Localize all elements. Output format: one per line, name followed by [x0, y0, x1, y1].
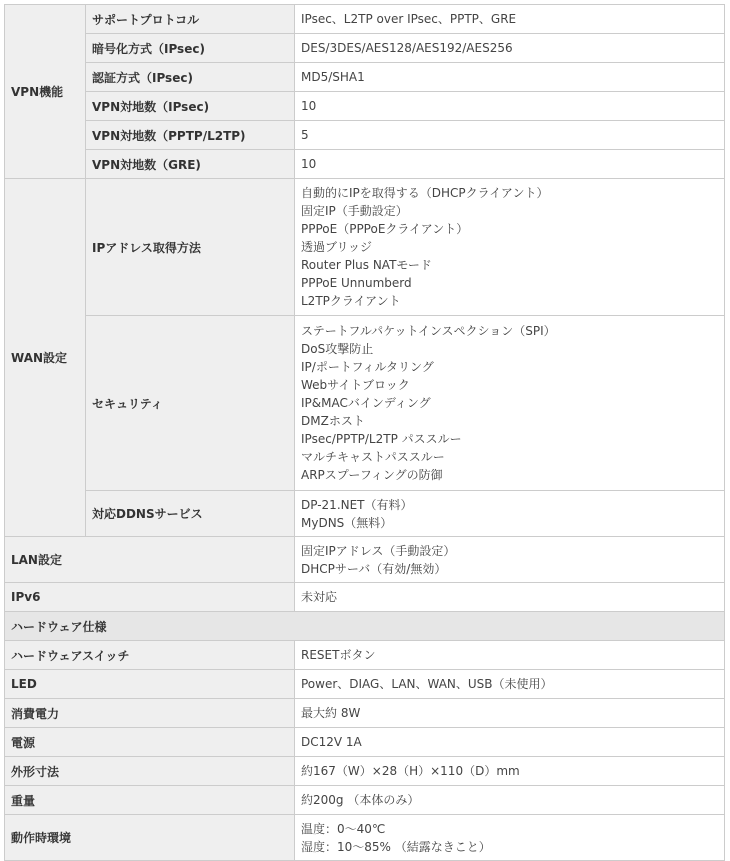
value-line: ステートフルパケットインスペクション（SPI）	[301, 324, 556, 338]
category-vpn: VPN機能	[5, 5, 86, 179]
value-line: ARPスプーフィングの防御	[301, 468, 443, 482]
row-label: LAN設定	[5, 537, 295, 583]
row-label: 認証方式（IPsec)	[86, 63, 295, 92]
value-line: 温度：0～40℃	[301, 821, 386, 836]
table-row	[5, 34, 725, 63]
spec-table	[4, 4, 725, 861]
value-line: PPPoE（PPPoEクライアント）	[301, 222, 469, 236]
table-row	[5, 316, 725, 491]
value-line: 湿度：10～85% （結露なきこと）	[301, 839, 491, 854]
table-row	[5, 5, 725, 34]
value-line: 透過ブリッジ	[301, 240, 373, 254]
row-value: 約167（W）×28（H）×110（D）mm	[295, 757, 725, 786]
row-value-lines	[295, 179, 725, 316]
table-row	[5, 641, 725, 670]
table-row	[5, 699, 725, 728]
value-line: PPPoE Unnumberd	[301, 276, 412, 290]
row-value: DES/3DES/AES128/AES192/AES256	[295, 34, 725, 63]
row-value: 未対応	[295, 583, 725, 612]
row-value-lines	[295, 537, 725, 583]
section-header: ハードウェア仕様	[5, 612, 725, 641]
row-label: 電源	[5, 728, 295, 757]
value-line: 固定IPアドレス（手動設定）	[301, 543, 456, 558]
value-line: DMZホスト	[301, 414, 365, 428]
row-value-lines	[295, 815, 725, 861]
value-line: Router Plus NATモード	[301, 258, 432, 272]
row-label: VPN対地数（IPsec)	[86, 92, 295, 121]
table-row	[5, 537, 725, 583]
row-label: VPN対地数（PPTP/L2TP)	[86, 121, 295, 150]
table-row	[5, 150, 725, 179]
section-header-row	[5, 612, 725, 641]
row-label: 暗号化方式（IPsec)	[86, 34, 295, 63]
row-value: 10	[295, 92, 725, 121]
row-label: 対応DDNSサービス	[86, 491, 295, 537]
row-label: IPv6	[5, 583, 295, 612]
row-label: 消費電力	[5, 699, 295, 728]
value-line: Webサイトブロック	[301, 378, 410, 392]
value-line: L2TPクライアント	[301, 294, 401, 308]
row-value-lines	[295, 491, 725, 537]
value-line: MyDNS（無料）	[301, 515, 393, 530]
value-line: 自動的にIPを取得する（DHCPクライアント）	[301, 186, 549, 200]
row-label: 動作時環境	[5, 815, 295, 861]
row-label: 外形寸法	[5, 757, 295, 786]
value-line: 固定IP（手動設定）	[301, 204, 408, 218]
row-value: 10	[295, 150, 725, 179]
table-row	[5, 491, 725, 537]
row-label: VPN対地数（GRE)	[86, 150, 295, 179]
value-line: IP&MACバインディング	[301, 396, 431, 410]
row-value: RESETボタン	[295, 641, 725, 670]
table-row	[5, 121, 725, 150]
row-value-lines	[295, 316, 725, 491]
table-row	[5, 63, 725, 92]
row-value: 最大約 8W	[295, 699, 725, 728]
value-line: DoS攻撃防止	[301, 342, 374, 356]
row-label: IPアドレス取得方法	[86, 179, 295, 316]
row-value: MD5/SHA1	[295, 63, 725, 92]
row-value: Power、DIAG、LAN、WAN、USB（未使用）	[295, 670, 725, 699]
table-row	[5, 728, 725, 757]
row-value: 5	[295, 121, 725, 150]
table-row	[5, 583, 725, 612]
table-row	[5, 786, 725, 815]
value-line: DHCPサーバ（有効/無効）	[301, 561, 447, 576]
row-label: セキュリティ	[86, 316, 295, 491]
value-line: IPsec/PPTP/L2TP パススルー	[301, 432, 462, 446]
row-label: サポートプロトコル	[86, 5, 295, 34]
row-label: ハードウェアスイッチ	[5, 641, 295, 670]
row-label: LED	[5, 670, 295, 699]
category-wan: WAN設定	[5, 179, 86, 537]
value-line: IP/ポートフィルタリング	[301, 360, 434, 374]
table-row	[5, 757, 725, 786]
row-value: DC12V 1A	[295, 728, 725, 757]
table-row	[5, 179, 725, 316]
value-line: DP-21.NET（有料）	[301, 497, 413, 512]
table-row	[5, 670, 725, 699]
table-row	[5, 92, 725, 121]
row-value: 約200g （本体のみ）	[295, 786, 725, 815]
row-value: IPsec、L2TP over IPsec、PPTP、GRE	[295, 5, 725, 34]
row-label: 重量	[5, 786, 295, 815]
value-line: マルチキャストパススルー	[301, 450, 445, 464]
table-row	[5, 815, 725, 861]
